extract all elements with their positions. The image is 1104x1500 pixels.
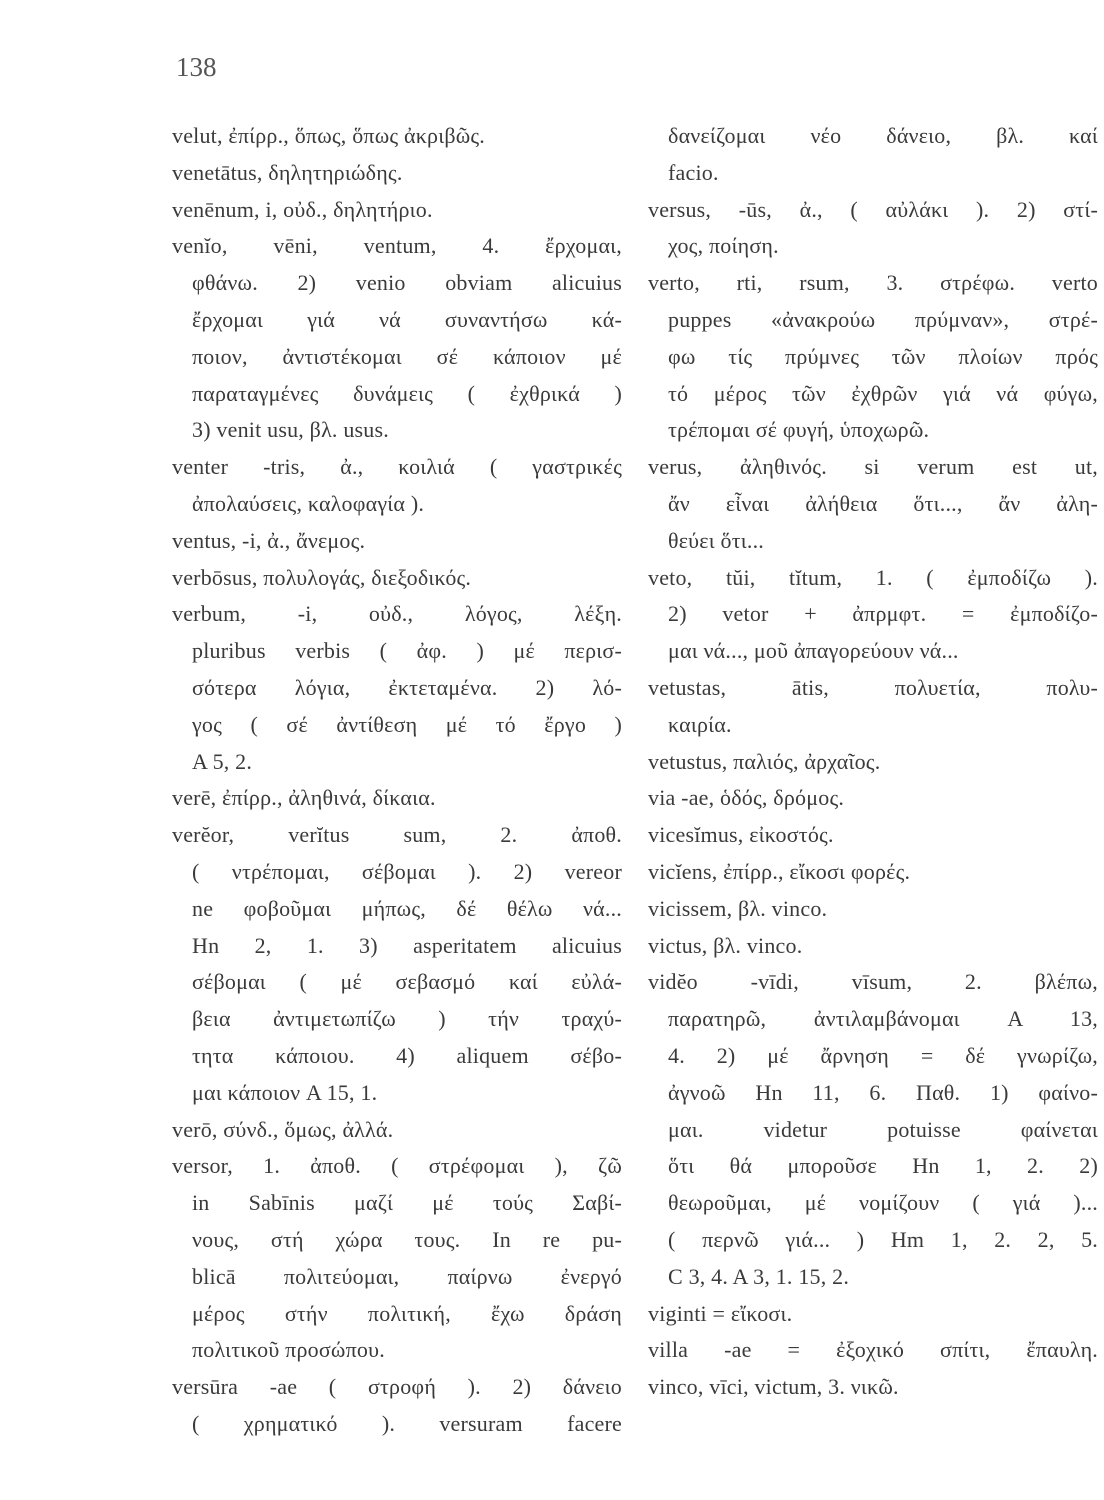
dictionary-line: verō, σύνδ., ὅμως, ἀλλά. bbox=[172, 1116, 394, 1142]
dictionary-line: νους, στή χώρα τους. In re pu- bbox=[192, 1226, 622, 1252]
dictionary-line: μέρος στήν πολιτική, ἔχω δράση bbox=[192, 1300, 622, 1326]
dictionary-line: παραταγμένες δυνάμεις ( ἐχθρικά ) bbox=[192, 380, 622, 406]
dictionary-line: ἄν εἶναι ἀλήθεια ὅτι..., ἄν ἀλη- bbox=[668, 490, 1098, 516]
dictionary-line: venĭo, vēni, ventum, 4. ἔρχομαι, bbox=[172, 233, 622, 259]
dictionary-line: vetustus, παλιός, ἀρχαῖος. bbox=[648, 748, 881, 774]
dictionary-line: versor, 1. ἀποθ. ( στρέφομαι ), ζῶ bbox=[172, 1153, 622, 1179]
dictionary-line: vicissem, βλ. vinco. bbox=[648, 895, 828, 921]
dictionary-line: villa -ae = ἐξοχικό σπίτι, ἔπαυλη. bbox=[648, 1337, 1098, 1363]
dictionary-line: veto, tŭi, tĭtum, 1. ( ἐμποδίζω ). bbox=[648, 564, 1098, 590]
dictionary-line: verbum, -i, οὐδ., λόγος, λέξη. bbox=[172, 601, 622, 627]
page-number: 138 bbox=[176, 52, 217, 82]
dictionary-line: καιρία. bbox=[668, 711, 732, 737]
dictionary-line: in Sabīnis μαζί μέ τούς Σαβί- bbox=[192, 1190, 622, 1216]
dictionary-line: τό μέρος τῶν ἐχθρῶν γιά νά φύγω, bbox=[668, 380, 1098, 406]
left-column bbox=[172, 118, 622, 1443]
dictionary-line: σότερα λόγια, ἐκτεταμένα. 2) λό- bbox=[192, 674, 622, 700]
dictionary-line: ἀγνοῶ Hn 11, 6. Παθ. 1) φαίνο- bbox=[668, 1079, 1098, 1105]
dictionary-line: θεωροῦμαι, μέ νομίζουν ( γιά )... bbox=[668, 1190, 1098, 1216]
dictionary-line: vetustas, ātis, πολυετία, πολυ- bbox=[648, 674, 1098, 700]
dictionary-line: vicĭens, ἐπίρρ., εἴκοσι φορές. bbox=[648, 858, 911, 884]
dictionary-line: pluribus verbis ( ἀφ. ) μέ περισ- bbox=[192, 638, 622, 664]
dictionary-line: vidĕo -vīdi, vīsum, 2. βλέπω, bbox=[648, 969, 1098, 995]
dictionary-line: facio. bbox=[668, 159, 719, 185]
dictionary-line: βεια ἀντιμετωπίζω ) τήν τραχύ- bbox=[192, 1006, 622, 1032]
dictionary-line: verbōsus, πολυλογάς, διεξοδικός. bbox=[172, 564, 472, 590]
dictionary-line: victus, βλ. vinco. bbox=[648, 932, 803, 958]
dictionary-line: ventus, -i, ἀ., ἄνεμος. bbox=[172, 527, 366, 553]
dictionary-line: 4. 2) μέ ἄρνηση = δέ γνωρίζω, bbox=[668, 1042, 1098, 1068]
dictionary-line: σέβομαι ( μέ σεβασμό καί εὐλά- bbox=[192, 969, 622, 995]
dictionary-line: blicā πολιτεύομαι, παίρνω ἐνεργό bbox=[192, 1263, 622, 1289]
dictionary-line: μαι κάποιον A 15, 1. bbox=[192, 1079, 378, 1105]
dictionary-line: δανείζομαι νέο δάνειο, βλ. καί bbox=[668, 123, 1098, 148]
dictionary-line: via -ae, ὁδός, δρόμος. bbox=[648, 785, 845, 811]
dictionary-line: χος, ποίηση. bbox=[668, 233, 779, 259]
dictionary-line: A 5, 2. bbox=[192, 748, 253, 774]
dictionary-line: φω τίς πρύμνες τῶν πλοίων πρός bbox=[668, 343, 1098, 369]
dictionary-line: velut, ἐπίρρ., ὅπως, ὅπως ἀκριβῶς. bbox=[172, 123, 486, 148]
dictionary-line: ἀπολαύσεις, καλοφαγία ). bbox=[192, 490, 425, 516]
dictionary-line: verus, ἀληθινός. si verum est ut, bbox=[648, 454, 1098, 480]
dictionary-line: τρέπομαι σέ φυγή, ὑποχωρῶ. bbox=[668, 417, 930, 443]
dictionary-line: 3) venit usu, βλ. usus. bbox=[192, 417, 389, 443]
dictionary-line: verto, rti, rsum, 3. στρέφω. verto bbox=[648, 270, 1098, 296]
dictionary-line: versūra -ae ( στροφή ). 2) δάνειο bbox=[172, 1374, 622, 1400]
dictionary-line: μαι νά..., μοῦ ἀπαγορεύουν νά... bbox=[668, 638, 959, 664]
dictionary-line: viginti = εἴκοσι. bbox=[648, 1300, 793, 1326]
dictionary-line: vinco, vīci, victum, 3. νικῶ. bbox=[648, 1374, 899, 1400]
dictionary-line: 2) vetor + ἀπρμφτ. = ἐμποδίζο- bbox=[668, 601, 1098, 627]
dictionary-line: puppes «ἀνακρούω πρύμναν», στρέ- bbox=[668, 306, 1098, 332]
dictionary-line: verĕor, verĭtus sum, 2. ἀποθ. bbox=[172, 822, 622, 848]
dictionary-line: πολιτικοῦ προσώπου. bbox=[192, 1337, 385, 1363]
dictionary-line: ποιον, ἀντιστέκομαι σέ κάποιον μέ bbox=[192, 343, 622, 369]
dictionary-line: vicesĭmus, εἰκοστός. bbox=[648, 822, 834, 848]
dictionary-line: ὅτι θά μποροῦσε Hn 1, 2. 2) bbox=[668, 1153, 1098, 1179]
dictionary-line: τητα κάποιου. 4) aliquem σέβο- bbox=[192, 1042, 622, 1068]
dictionary-line: γος ( σέ ἀντίθεση μέ τό ἔργο ) bbox=[192, 711, 622, 737]
dictionary-line: φθάνω. 2) venio obviam alicuius bbox=[192, 270, 622, 296]
dictionary-line: ( χρηματικό ). versuram facere bbox=[192, 1410, 622, 1436]
dictionary-line: venter -tris, ἀ., κοιλιά ( γαστρικές bbox=[172, 454, 622, 480]
dictionary-line: ἔρχομαι γιά νά συναντήσω κά- bbox=[192, 306, 622, 332]
dictionary-line: verē, ἐπίρρ., ἀληθινά, δίκαια. bbox=[172, 785, 436, 811]
dictionary-line: θεύει ὅτι... bbox=[668, 527, 764, 553]
dictionary-line: ( περνῶ γιά... ) Hm 1, 2. 2, 5. bbox=[668, 1226, 1098, 1252]
dictionary-line: venēnum, i, οὐδ., δηλητήριο. bbox=[172, 196, 433, 222]
dictionary-line: venetātus, δηλητηριώδης. bbox=[172, 159, 403, 185]
dictionary-line: ( ντρέπομαι, σέβομαι ). 2) vereor bbox=[192, 858, 622, 884]
dictionary-line: μαι. videtur potuisse φαίνεται bbox=[668, 1116, 1098, 1142]
dictionary-line: παρατηρῶ, ἀντιλαμβάνομαι A 13, bbox=[668, 1006, 1098, 1032]
dictionary-line: Hn 2, 1. 3) asperitatem alicuius bbox=[192, 932, 622, 958]
dictionary-line: C 3, 4. A 3, 1. 15, 2. bbox=[668, 1263, 850, 1289]
dictionary-line: versus, -ūs, ἀ., ( αὐλάκι ). 2) στί- bbox=[648, 196, 1098, 222]
dictionary-line: ne φοβοῦμαι μήπως, δέ θέλω νά... bbox=[192, 895, 622, 921]
right-column bbox=[648, 118, 1098, 1406]
